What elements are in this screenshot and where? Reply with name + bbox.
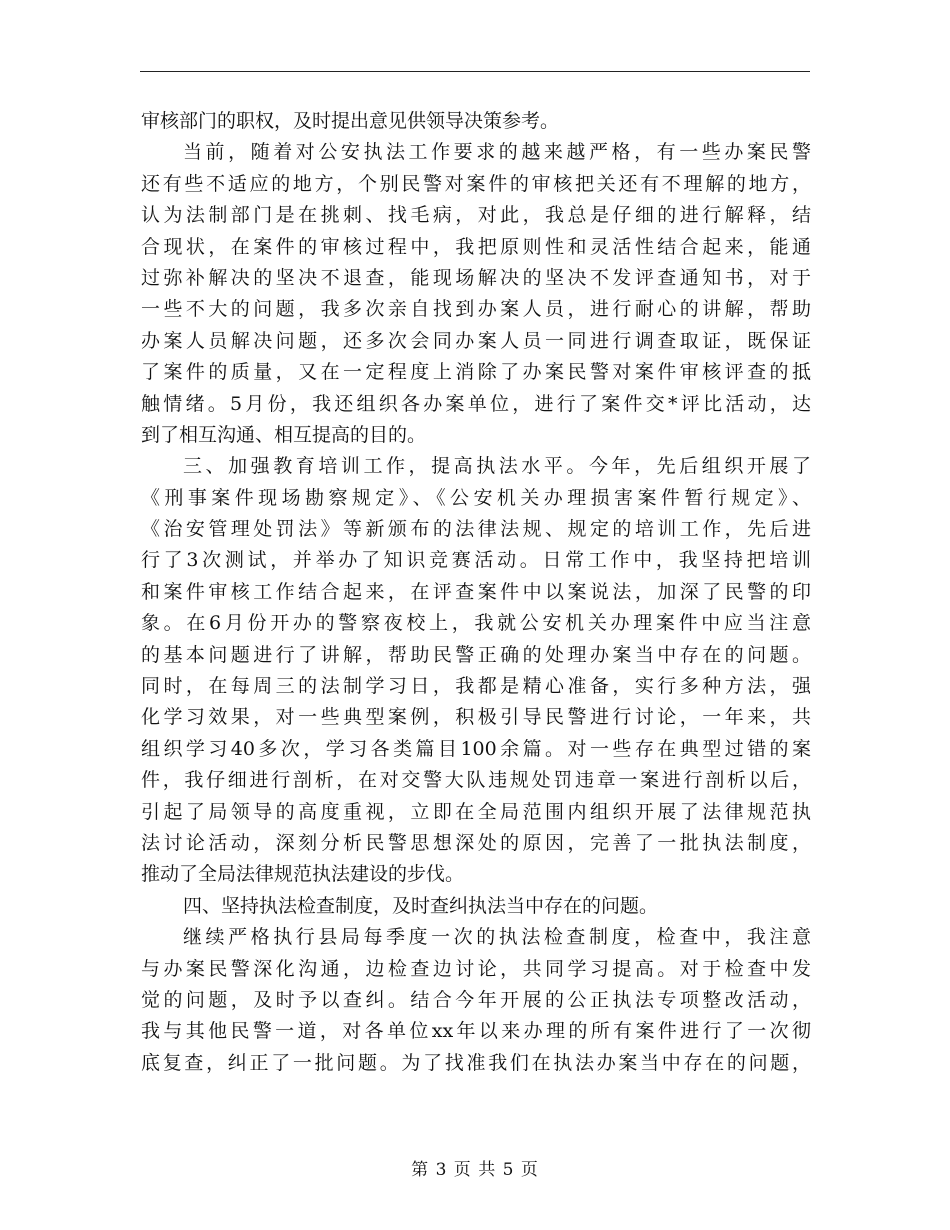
text-line: 三、加强教育培训工作，提高执法水平。今年，先后组织开展了 [183,455,811,478]
text-line: 和案件审核工作结合起来，在评查案件中以案说法，加深了民警的印 [141,580,811,603]
text-line: 化学习效果，对一些典型案例，积极引导民警进行讨论，一年来，共 [141,706,811,729]
text-line: 件，我仔细进行剖析，在对交警大队违规处罚违章一案进行剖析以后， [141,769,811,792]
text-line: 行了3次测试，并举办了知识竞赛活动。日常工作中，我坚持把培训 [141,549,811,572]
page-number: 第 3 页 共 5 页 [411,1160,539,1180]
header-rule [140,71,810,72]
text-line: 继续严格执行县局每季度一次的执法检查制度，检查中，我注意 [183,926,811,949]
text-line: 了案件的质量，又在一定程度上消除了办案民警对案件审核评查的抵 [141,361,811,384]
text-line: 当前，随着对公安执法工作要求的越来越严格，有一些办案民警 [183,141,811,164]
text-line: 引起了局领导的高度重视，立即在全局范围内组织开展了法律规范执 [141,800,811,823]
text-line: 同时，在每周三的法制学习日，我都是精心准备，实行多种方法，强 [141,675,811,698]
text-line: 象。在6月份开办的警察夜校上，我就公安机关办理案件中应当注意 [141,612,811,635]
text-line: 的基本问题进行了讲解，帮助民警正确的处理办案当中存在的问题。 [141,643,811,666]
text-line: 过弥补解决的坚决不退查，能现场解决的坚决不发评查通知书，对于 [141,266,811,289]
text-line: 到了相互沟通、相互提高的目的。 [141,423,427,446]
text-line: 推动了全局法律规范执法建设的步伐。 [141,863,465,886]
text-line: 组织学习40多次，学习各类篇目100余篇。对一些存在典型过错的案 [141,737,811,760]
text-line: 还有些不适应的地方，个别民警对案件的审核把关还有不理解的地方， [141,172,811,195]
text-line: 《治安管理处罚法》等新颁布的法律法规、规定的培训工作，先后进 [141,518,811,541]
text-line: 合现状，在案件的审核过程中，我把原则性和灵活性结合起来，能通 [141,235,811,258]
text-line: 与办案民警深化沟通，边检查边讨论，共同学习提高。对于检查中发 [141,957,811,980]
text-line: 法讨论活动，深刻分析民警思想深处的原因，完善了一批执法制度， [141,831,811,854]
text-line: 觉的问题，及时予以查纠。结合今年开展的公正执法专项整改活动， [141,988,811,1011]
text-line: 四、坚持执法检查制度，及时查纠执法当中存在的问题。 [183,894,659,917]
text-line: 《刑事案件现场勘察规定》、《公安机关办理损害案件暂行规定》、 [141,486,811,509]
text-line: 触情绪。5月份，我还组织各办案单位，进行了案件交*评比活动，达 [141,392,811,415]
document-body [141,106,811,1079]
text-line: 我与其他民警一道，对各单位xx年以来办理的所有案件进行了一次彻 [141,1020,811,1043]
text-line: 办案人员解决问题，还多次会同办案人员一同进行调查取证，既保证 [141,329,811,352]
text-line: 审核部门的职权，及时提出意见供领导决策参考。 [141,110,560,132]
text-line: 底复查，纠正了一批问题。为了找准我们在执法办案当中存在的问题， [141,1051,811,1074]
text-line: 认为法制部门是在挑刺、找毛病，对此，我总是仔细的进行解释，结 [141,204,811,227]
text-line: 一些不大的问题，我多次亲自找到办案人员，进行耐心的讲解，帮助 [141,298,811,321]
